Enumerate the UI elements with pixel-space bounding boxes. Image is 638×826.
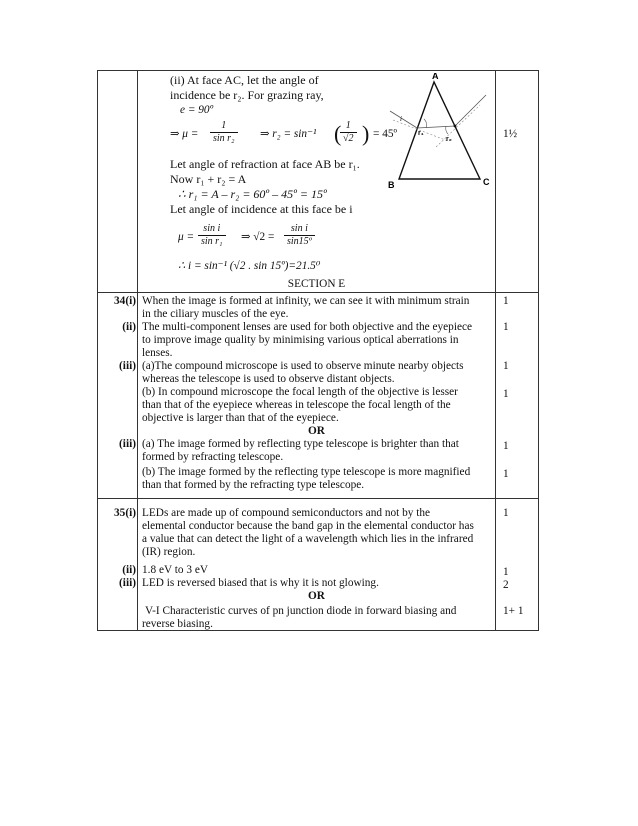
q35-i-line-4: (IR) region. bbox=[142, 546, 196, 558]
q35-label-iii: (iii) bbox=[119, 577, 136, 589]
fraction-denominator: sin r₁ bbox=[201, 236, 223, 247]
vertex-label-b: B bbox=[388, 180, 395, 189]
marks-prism: 1½ bbox=[503, 128, 518, 140]
q35-i-line-2: elemental conductor because the band gap in the elemental conductor has bbox=[142, 520, 474, 532]
fraction-numerator: 1 bbox=[210, 120, 238, 133]
vertex-label-a: A bbox=[432, 73, 439, 81]
paren-right: ) bbox=[362, 121, 370, 146]
q34-iii-line-2: whereas the telescope is used to observe distant objects. bbox=[142, 373, 395, 385]
normal-ac bbox=[436, 105, 480, 147]
q34-iii-b-marks: 1 bbox=[503, 388, 509, 400]
q35-iii-text: LED is reversed biased that is why it is not glowing. bbox=[142, 577, 379, 589]
prism-e-equation: e = 90º bbox=[180, 104, 214, 116]
q34-or-line-4: than that formed by the refracting type telescope. bbox=[142, 479, 365, 491]
q34-iii-line-1: (a)The compound microscope is used to observe minute nearby objects bbox=[142, 360, 464, 372]
q35-i-line-1: LEDs are made up of compound semiconductors and not by the bbox=[142, 507, 430, 519]
prism-line-2: incidence be r₂. For grazing ray, bbox=[170, 88, 324, 102]
q34-or-a-marks: 1 bbox=[503, 440, 509, 452]
q35-i-marks: 1 bbox=[503, 507, 509, 519]
fraction-1-over-root2 bbox=[340, 120, 357, 145]
q35-i-line-3: a value that can detect the light of a wavelength which lies in the infrared bbox=[142, 533, 474, 545]
q35-label-i: 35(i) bbox=[114, 507, 136, 519]
incident-ray bbox=[390, 111, 417, 128]
q34-or-b-marks: 1 bbox=[503, 468, 509, 480]
q34-iii-line-4: than that of the eyepiece whereas in telescope the focal length of the bbox=[142, 399, 451, 411]
q34-label-iii: (iii) bbox=[119, 360, 136, 372]
prism-line-3: Let angle of refraction at face AB be r₁. bbox=[170, 157, 360, 171]
prism-r2-result: = 45º bbox=[373, 128, 397, 140]
column-divider bbox=[137, 71, 138, 630]
q35-or: OR bbox=[308, 590, 325, 602]
q34-ii-line-2: to improve image quality by minimising various optical aberrations in bbox=[142, 334, 459, 346]
q34-iii-line-3: (b) In compound microscope the focal length of the objective is lesser bbox=[142, 386, 458, 398]
q34-or: OR bbox=[308, 425, 325, 437]
q34-ii-line-1: The multi-component lenses are used for both objective and the eyepiece bbox=[142, 321, 472, 333]
prism-line-6: Let angle of incidence at this face be i bbox=[170, 202, 353, 216]
q34-i-line-1: When the image is formed at infinity, we can see it with minimum strain bbox=[142, 295, 470, 307]
prism-triangle bbox=[399, 82, 480, 179]
angle-label-r2: r₂ bbox=[446, 136, 452, 143]
prism-diagram bbox=[388, 73, 496, 189]
refracted-ray bbox=[417, 126, 455, 128]
fraction-denominator: sin r₂ bbox=[213, 133, 235, 144]
fraction-numerator: 1 bbox=[340, 120, 357, 133]
angle-r2-arc bbox=[446, 126, 448, 134]
prism-i-result: ∴ i = sin⁻¹ (√2 . sin 15º)=21.5⁰ bbox=[178, 260, 321, 272]
q34-label-i: 34(i) bbox=[114, 295, 136, 307]
q34-ii-marks: 1 bbox=[503, 321, 509, 333]
q34-ii-line-3: lenses. bbox=[142, 347, 173, 359]
prism-mu-symbol: ⇒ μ = bbox=[170, 128, 199, 140]
q35-or-line-1: V-I Characteristic curves of pn junction diode in forward biasing and bbox=[145, 605, 457, 617]
q34-iii-a-marks: 1 bbox=[503, 360, 509, 372]
fraction-denominator: sin15º bbox=[287, 236, 312, 247]
q34-label-ii: (ii) bbox=[122, 321, 136, 333]
section-e-heading: SECTION E bbox=[287, 278, 346, 290]
angle-r1-arc bbox=[424, 119, 427, 128]
answer-table bbox=[97, 70, 539, 631]
q35-or-line-2: reverse biasing. bbox=[142, 618, 213, 630]
q34-i-marks: 1 bbox=[503, 295, 509, 307]
q35-ii-text: 1.8 eV to 3 eV bbox=[142, 564, 208, 576]
prism-sqrt-symbol: ⇒ √2 = bbox=[241, 231, 275, 243]
fraction-sin-i-over-sin-r1 bbox=[198, 223, 226, 248]
angle-label-i: i bbox=[400, 115, 402, 123]
fraction-sin-i-over-sin15 bbox=[284, 223, 315, 248]
fraction-1-over-sin-r2 bbox=[210, 120, 238, 145]
prism-mu2-symbol: μ = bbox=[178, 231, 195, 243]
row-divider bbox=[98, 292, 538, 293]
prism-line-1: (ii) At face AC, let the angle of bbox=[170, 73, 319, 87]
fraction-numerator: sin i bbox=[198, 223, 226, 236]
q34-or-line-3: (b) The image formed by the reflecting type telescope is more magnified bbox=[142, 466, 471, 478]
q34-iii-line-5: objective is larger than that of the eyepiece. bbox=[142, 412, 339, 424]
q35-iii-marks: 2 bbox=[503, 579, 509, 591]
row-divider bbox=[98, 498, 538, 499]
q34-or-line-1: (a) The image formed by reflecting type telescope is brighter than that bbox=[142, 438, 459, 450]
prism-line-5: ∴ r₁ = A – r₂ = 60º – 45º = 15º bbox=[178, 187, 327, 201]
fraction-denominator: √2 bbox=[343, 133, 354, 144]
angle-label-r1: r₁ bbox=[418, 130, 424, 137]
fraction-numerator: sin i bbox=[284, 223, 315, 236]
vertex-label-c: C bbox=[483, 177, 490, 187]
prism-r2-symbol: ⇒ r₂ = sin⁻¹ bbox=[260, 128, 317, 140]
paren-left: ( bbox=[334, 121, 342, 146]
q35-or-marks: 1+ 1 bbox=[503, 605, 524, 617]
q34-label-iii-alt: (iii) bbox=[119, 438, 136, 450]
emergent-ray bbox=[455, 95, 486, 126]
exit-point bbox=[454, 125, 457, 128]
q34-or-line-2: formed by refracting telescope. bbox=[142, 451, 284, 463]
q34-i-line-2: in the ciliary muscles of the eye. bbox=[142, 308, 289, 320]
prism-line-4: Now r₁ + r₂ = A bbox=[170, 172, 247, 186]
q35-label-ii: (ii) bbox=[122, 564, 136, 576]
q35-ii-marks: 1 bbox=[503, 566, 509, 578]
